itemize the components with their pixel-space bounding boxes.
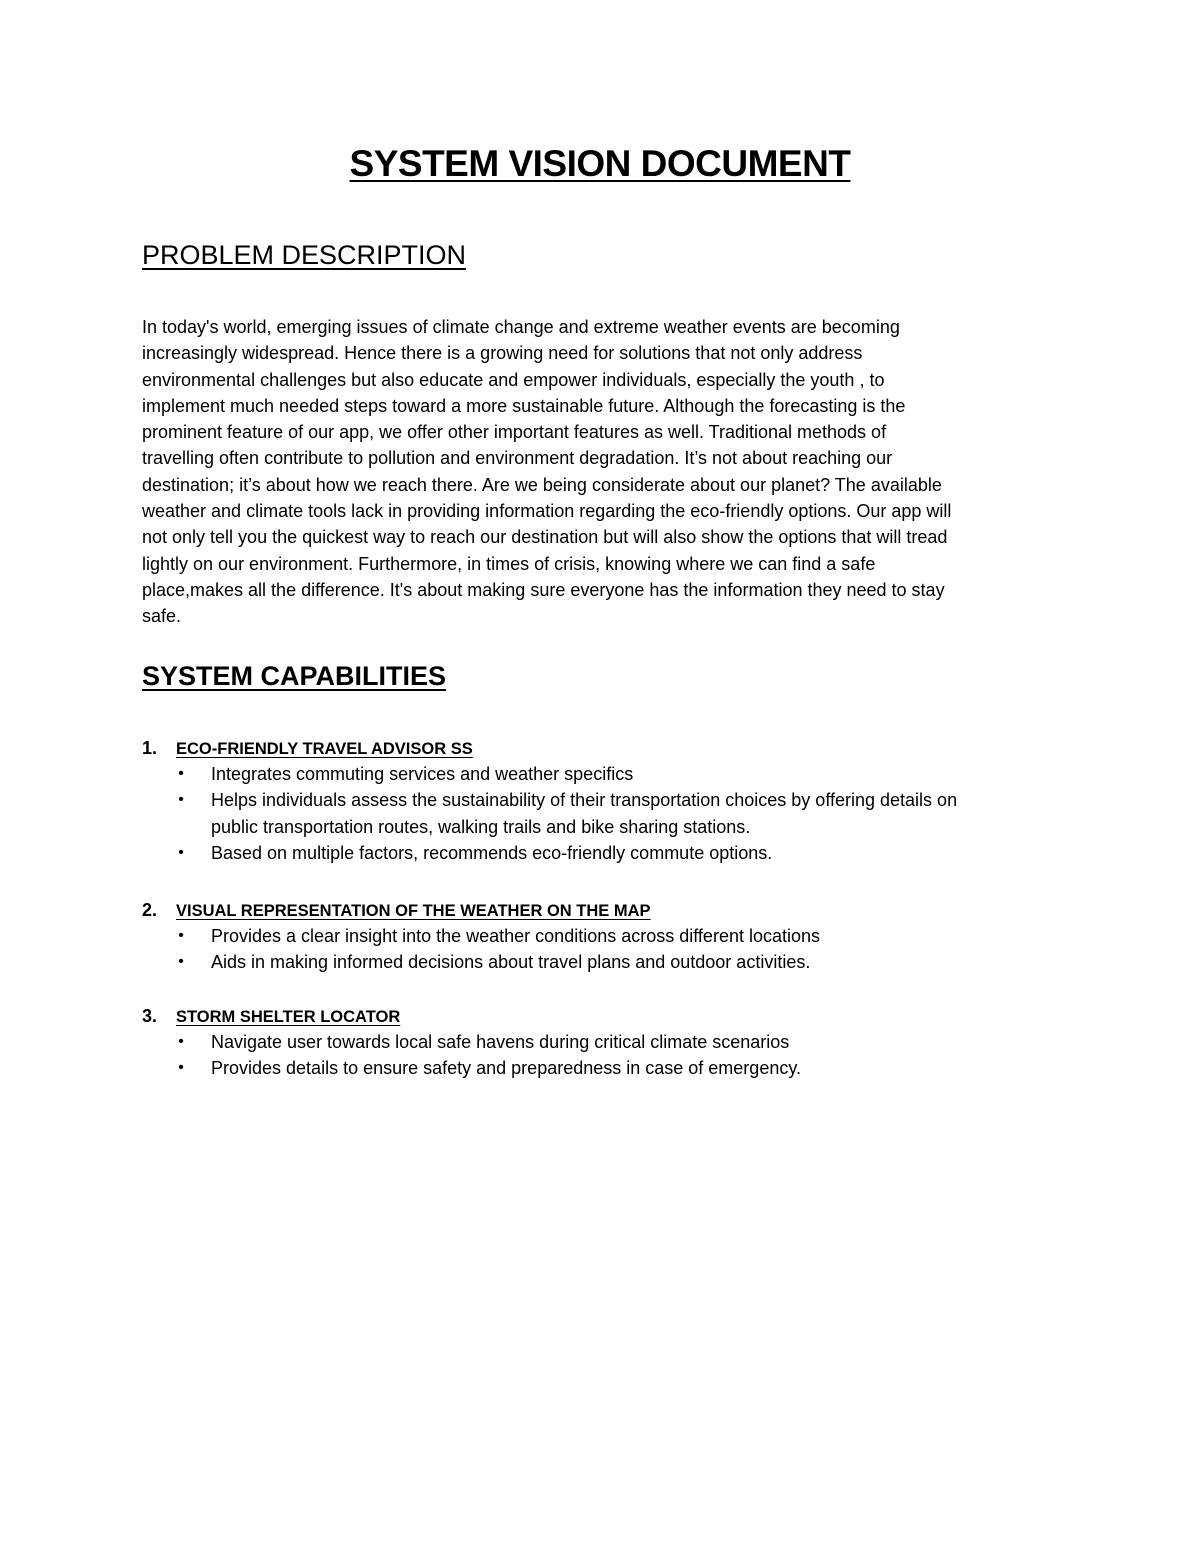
capability-number: 2.: [142, 900, 158, 920]
capability-header: [142, 1003, 1082, 1029]
paragraph-line: weather and climate tools lack in providing information regarding the eco-friendly options. Our app will: [142, 501, 952, 522]
capability-storm-shelter-locator: [142, 1003, 1082, 1082]
paragraph-line: safe.: [142, 606, 182, 627]
bullet-line: public transportation routes, walking trails and bike sharing stations.: [211, 816, 751, 837]
bullet-icon: •: [178, 1059, 184, 1077]
paragraph-line: lightly on our environment. Furthermore, in times of crisis, knowing where we can find a safe: [142, 553, 876, 574]
bullet-text: [211, 840, 1082, 866]
paragraph-line: travelling often contribute to pollution and environment degradation. It’s not about reaching our: [142, 448, 893, 469]
paragraph-line: increasingly widespread. Hence there is a growing need for solutions that not only address: [142, 343, 863, 364]
capability-number: 3.: [142, 1006, 158, 1026]
bullet-text: [211, 949, 1082, 975]
bullet-line: Helps individuals assess the sustainability of their transportation choices by offering details on: [211, 790, 958, 811]
problem-description-heading: PROBLEM DESCRIPTION: [142, 240, 467, 270]
bullet-icon: •: [178, 791, 184, 809]
document-title: SYSTEM VISION DOCUMENT: [349, 143, 851, 184]
capability-bullet-list: [142, 761, 1082, 866]
bullet-line: Based on multiple factors, recommends eco-friendly commute options.: [211, 842, 773, 863]
capability-header: [142, 735, 1082, 761]
paragraph-line: prominent feature of our app, we offer other important features as well. Traditional methods of: [142, 422, 887, 443]
bullet-line: Integrates commuting services and weather specifics: [211, 764, 634, 784]
bullet-line: Provides details to ensure safety and preparedness in case of emergency.: [211, 1058, 802, 1079]
bullet-text: [211, 923, 1082, 949]
capability-eco-friendly-travel-advisor: [142, 735, 1082, 866]
paragraph-line: environmental challenges but also educate and empower individuals, especially the youth , to: [142, 369, 885, 390]
capability-visual-weather-map: [142, 897, 1082, 976]
capability-header: [142, 897, 1082, 923]
list-item: [142, 787, 1082, 840]
bullet-line: Navigate user towards local safe havens during critical climate scenarios: [211, 1032, 790, 1052]
capability-title: VISUAL REPRESENTATION OF THE WEATHER ON THE MAP: [176, 902, 651, 920]
bullet-icon: •: [178, 1033, 184, 1050]
paragraph-line: place,makes all the difference. It's about making sure everyone has the information they need to stay: [142, 579, 945, 600]
bullet-icon: •: [178, 927, 184, 944]
bullet-text: [211, 1029, 1082, 1055]
bullet-icon: •: [178, 765, 184, 782]
capability-number: 1.: [142, 738, 158, 758]
bullet-text: [211, 787, 1082, 840]
list-item: [142, 923, 1082, 949]
capability-bullet-list: [142, 923, 1082, 976]
list-item: [142, 1055, 1082, 1081]
list-item: [142, 949, 1082, 975]
paragraph-line: not only tell you the quickest way to reach our destination but will also show the options that will tread: [142, 527, 948, 548]
bullet-text: [211, 761, 1082, 787]
bullet-line: Provides a clear insight into the weather conditions across different locations: [211, 926, 821, 946]
list-item: [142, 1029, 1082, 1055]
capability-bullet-list: [142, 1029, 1082, 1082]
capability-title: ECO-FRIENDLY TRAVEL ADVISOR SS: [176, 740, 473, 758]
bullet-text: [211, 1055, 1082, 1081]
list-item: [142, 840, 1082, 866]
capability-title: STORM SHELTER LOCATOR: [176, 1008, 401, 1026]
system-capabilities-heading: SYSTEM CAPABILITIES: [142, 661, 447, 691]
bullet-line: Aids in making informed decisions about travel plans and outdoor activities.: [211, 952, 811, 973]
problem-description-paragraph: [142, 314, 1052, 630]
paragraph-line: destination; it’s about how we reach there. Are we being considerate about our planet? The available: [142, 474, 942, 495]
list-item: [142, 761, 1082, 787]
bullet-icon: •: [178, 953, 184, 971]
paragraph-line: In today's world, emerging issues of climate change and extreme weather events are becoming: [142, 317, 900, 337]
bullet-icon: •: [178, 843, 184, 861]
paragraph-line: implement much needed steps toward a more sustainable future. Although the forecasting is the: [142, 395, 906, 416]
